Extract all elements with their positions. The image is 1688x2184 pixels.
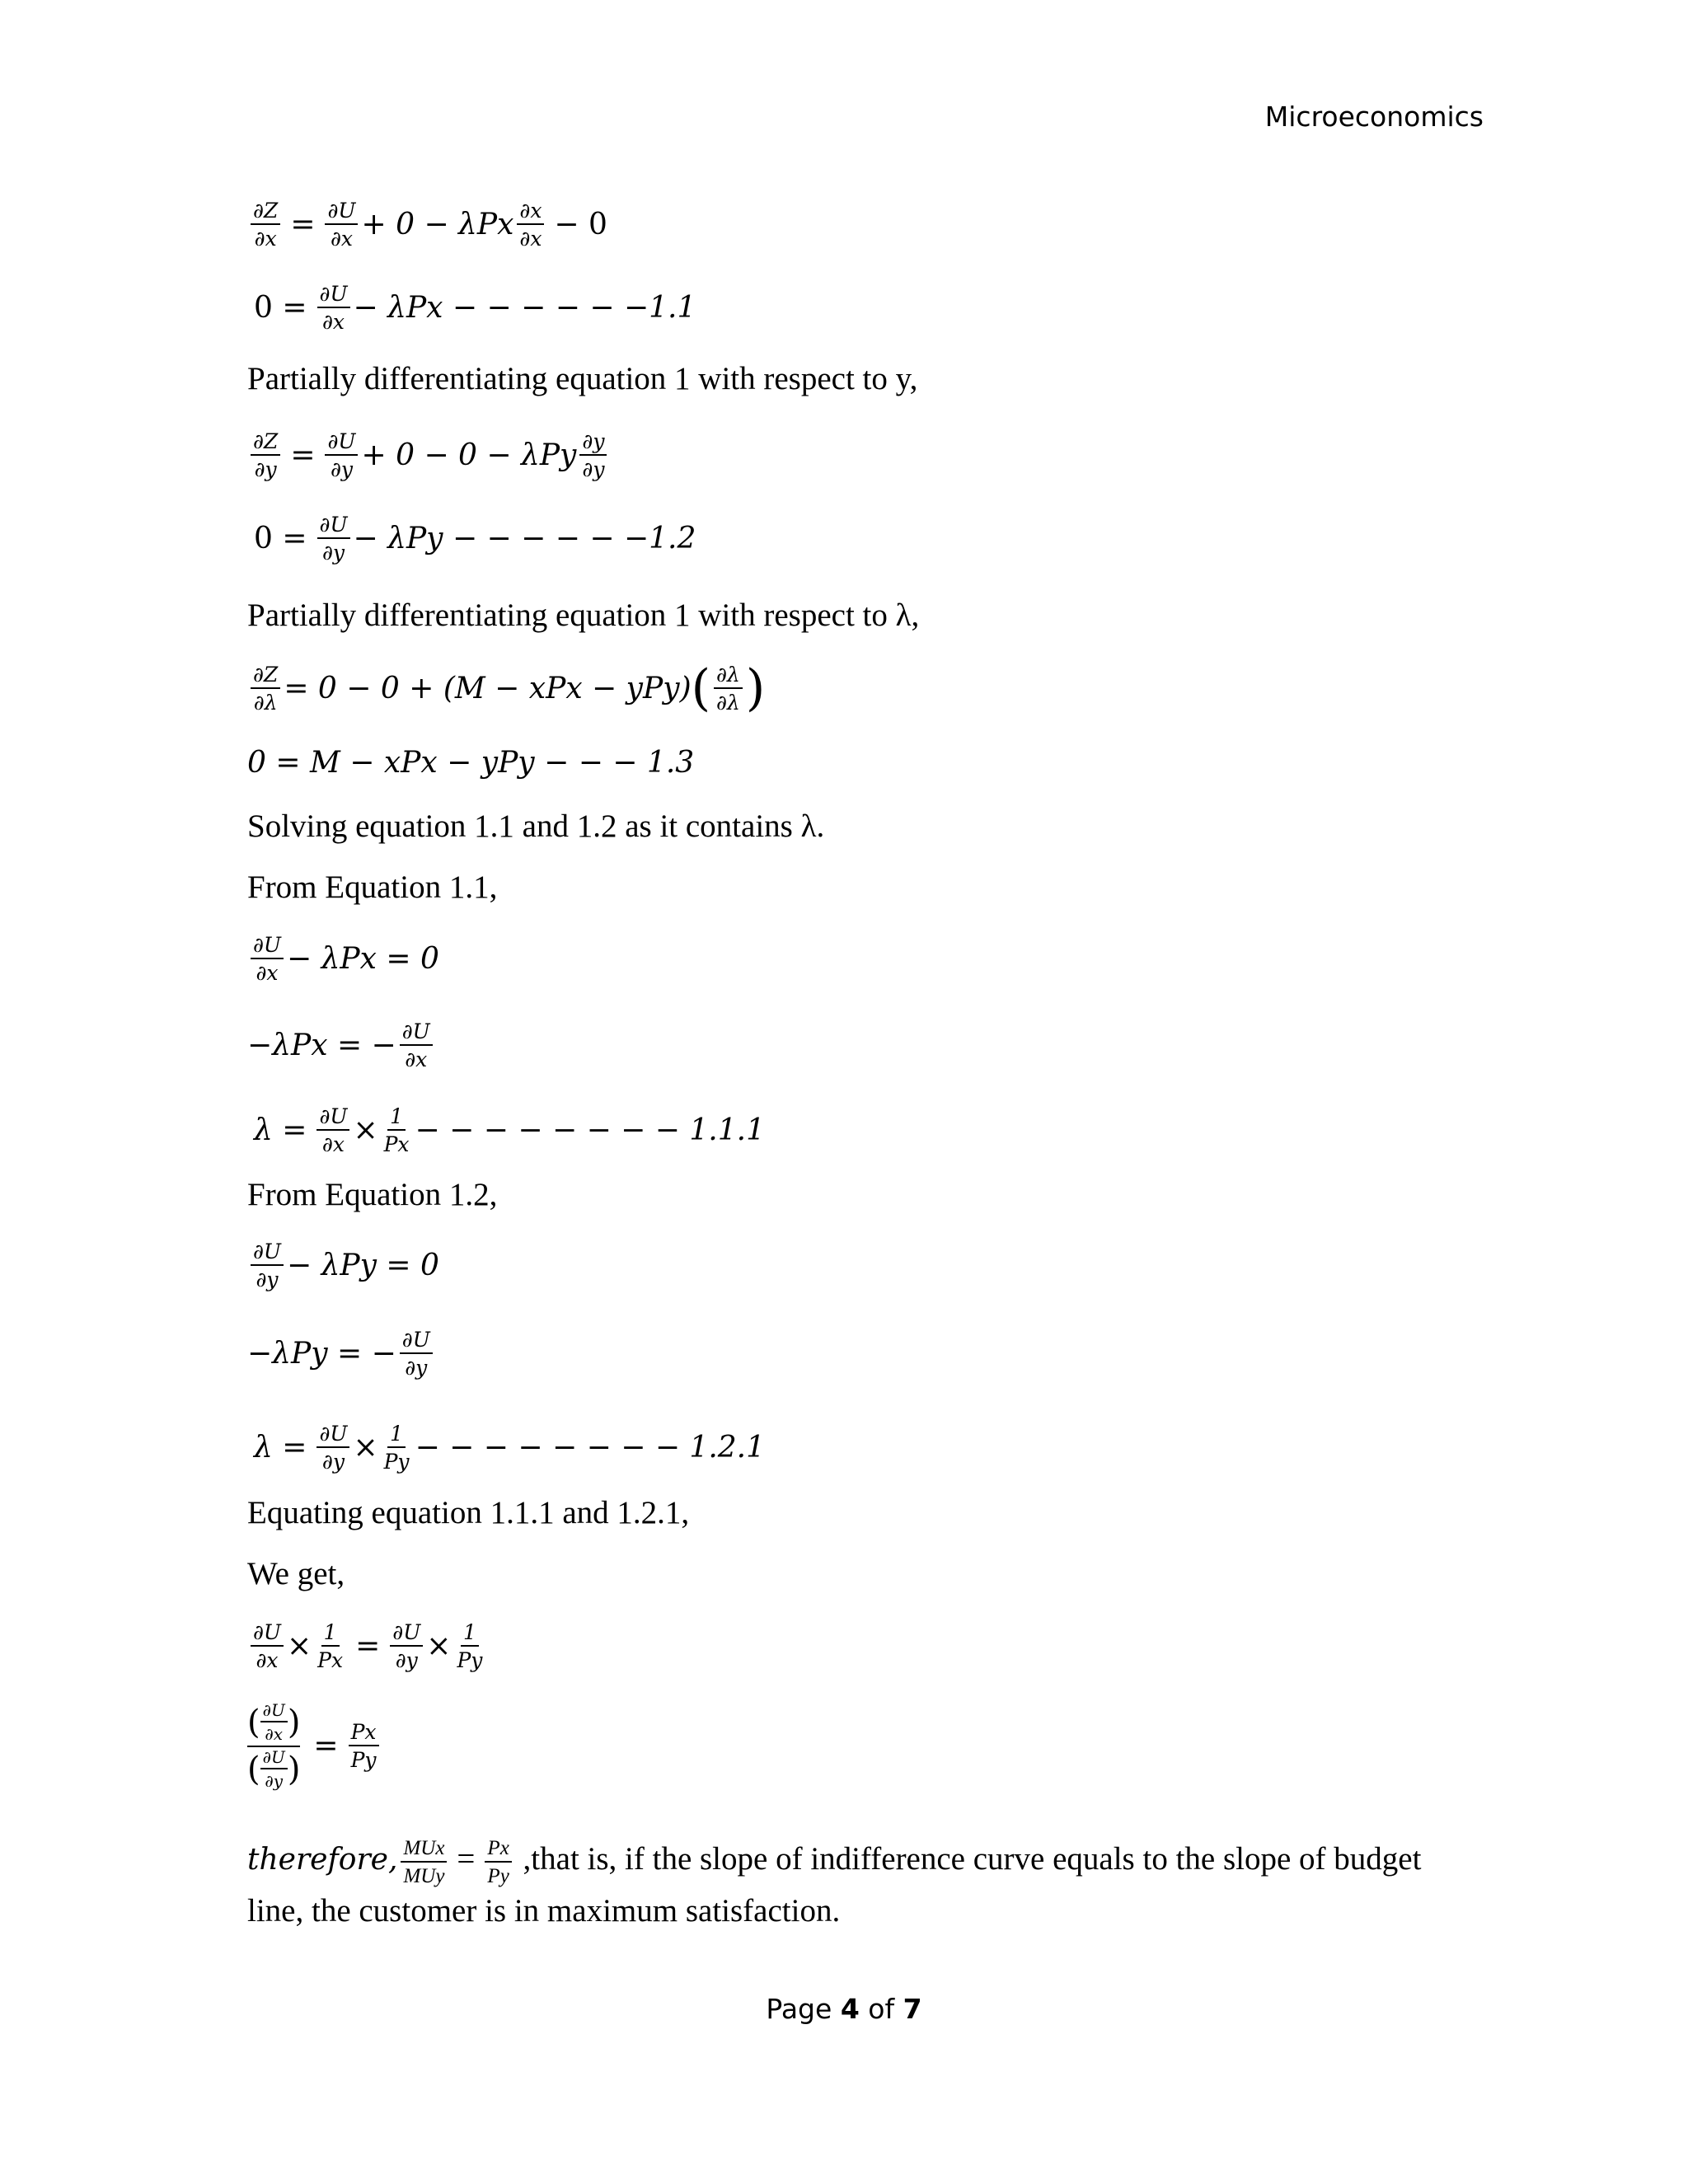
paragraph-from-1-2: From Equation 1.2, [247,1177,498,1212]
paragraph-from-1-1: From Equation 1.1, [247,869,498,905]
equation-1-2-1: λ = $\frac{\partial U}{\partial y}$ × $\frac{1}{Py}$ − − − − − − − − 1.2.1 [254,1421,766,1474]
paragraph-conclusion: therefore, $\frac{\text{MUx}}{\text{MUy}}$ = $\frac{Px}{Py}$ ,that is, if the slope of indifference curve equals to the slope of budget line, the customer is in maximum satisfaction. [247,1836,1422,1929]
equation-ratio: ( $\frac{\partial U}{\partial x}$ ) ( $\frac{\partial U}{\partial y}$ ) = $\frac{Px}{Py}$ [247,1696,382,1795]
page-footer: Page 4 of 7 [766,1993,922,2025]
paragraph-we-get: We get, [247,1556,345,1591]
equation-neg-lambda-py: −λPy = − $\frac{\partial U}{\partial y}$ [247,1316,436,1390]
equation-neg-lambda-px: −λPx = − $\frac{\partial U}{\partial x}$ [247,1008,436,1082]
fraction: $\frac{\partial Z}{\partial x}$ [251,200,280,249]
paragraph-solving: Solving equation 1.1 and 1.2 as it contains λ. [247,808,825,844]
equation-1-2: 0 = $\frac{\partial U}{\partial y}$ − λPy − − − − − −1.2 [254,512,696,565]
paragraph-diff-lambda: Partially differentiating equation 1 with respect to λ, [247,598,920,633]
equation-dz-dlambda: $\frac{\partial Z}{\partial\lambda}$ = 0 − 0 + (M − xPx − yPy) ( $\frac{\partial\lambda}{\partial\lambda}$ ) [247,651,765,725]
equation-du-dy-zero: $\frac{\partial U}{\partial y}$ − λPy = 0 [247,1228,439,1302]
equation-1-1-1: λ = $\frac{\partial U}{\partial x}$ × $\frac{1}{Px}$ − − − − − − − − 1.1.1 [254,1104,765,1156]
running-header: Microeconomics [1264,101,1484,133]
equation-1-3: 0 = M − xPx − yPy − − − 1.3 [247,745,695,780]
paragraph-diff-y: Partially differentiating equation 1 with respect to y, [247,361,918,396]
equation-dz-dy: $\frac{\partial Z}{\partial y}$ = $\frac{\partial U}{\partial y}$ + 0 − 0 − λPy $\frac{\partial y}{\partial y}$ [247,418,610,492]
equation-dz-dx: $\frac{\partial Z}{\partial x}$ = $\frac{\partial U}{\partial x}$ + 0 − λPx $\frac{\partial x}{\partial x}$ − 0 [247,187,614,261]
paragraph-equating: Equating equation 1.1.1 and 1.2.1, [247,1495,690,1530]
compound-fraction: ( $\frac{\partial U}{\partial x}$ ) ( $\frac{\partial U}{\partial y}$ ) [247,1700,301,1791]
equation-equated: $\frac{\partial U}{\partial x}$ × $\frac{1}{Px}$ = $\frac{\partial U}{\partial y}$ × $\frac{1}{Py}$ [247,1609,488,1683]
equation-du-dx-zero: $\frac{\partial U}{\partial x}$ − λPx = 0 [247,921,439,996]
equation-1-1: 0 = $\frac{\partial U}{\partial x}$ − λPx − − − − − −1.1 [254,281,696,334]
